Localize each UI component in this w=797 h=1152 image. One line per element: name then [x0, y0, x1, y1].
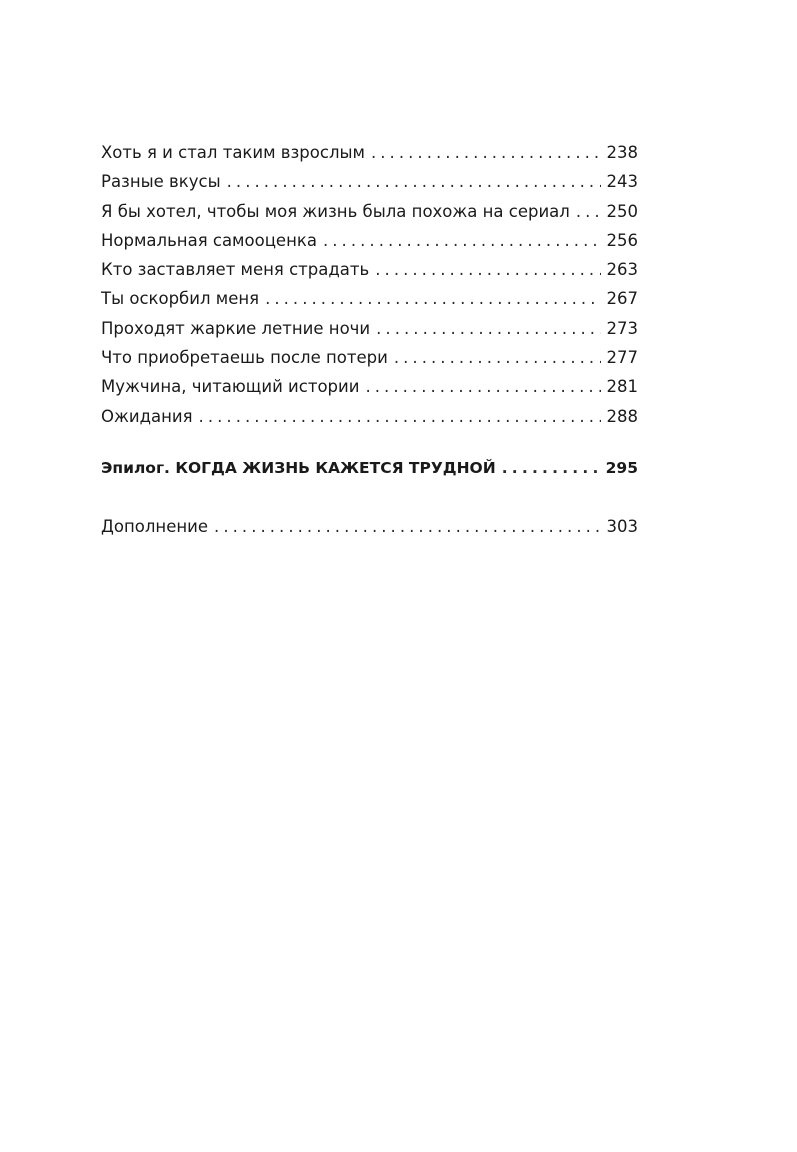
toc-entry-title: Ты оскорбил меня — [101, 289, 260, 309]
toc-entry-page: 277 — [606, 348, 638, 368]
toc-entry-title: Мужчина, читающий истории — [101, 377, 360, 397]
section-spacer — [101, 483, 638, 512]
toc-dot-leader — [376, 314, 600, 343]
toc-dot-leader — [265, 284, 600, 313]
toc-entry[interactable] — [101, 343, 638, 372]
toc-entry-page: 256 — [606, 230, 638, 250]
toc-epilogue-title: Эпилог. КОГДА ЖИЗНЬ КАЖЕТСЯ ТРУДНОЙ — [101, 458, 496, 477]
toc-dot-leader — [502, 454, 600, 483]
toc-entry-title: Разные вкусы — [101, 172, 221, 192]
toc-entry-appendix[interactable] — [101, 512, 638, 541]
toc-entry-page: 288 — [606, 406, 638, 426]
toc-dot-leader — [371, 138, 601, 167]
toc-entry[interactable] — [101, 372, 638, 401]
toc-entry[interactable] — [101, 138, 638, 167]
toc-dot-leader — [214, 512, 600, 541]
toc-entry[interactable] — [101, 167, 638, 196]
toc-entry-title: Ожидания — [101, 406, 193, 426]
toc-dot-leader — [227, 167, 601, 196]
toc-dot-leader — [576, 197, 601, 226]
toc-dot-leader — [365, 372, 600, 401]
toc-entry-page: 267 — [606, 289, 638, 309]
toc-epilogue-page: 295 — [605, 458, 638, 477]
toc-entry-title: Я бы хотел, чтобы моя жизнь была похожа на сериал — [101, 201, 570, 221]
toc-entry-page: 243 — [606, 172, 638, 192]
toc-entry[interactable] — [101, 197, 638, 226]
toc-entry-page: 250 — [606, 201, 638, 221]
toc-entry-title: Нормальная самооценка — [101, 230, 317, 250]
toc-dot-leader — [323, 226, 601, 255]
toc-appendix-page: 303 — [606, 517, 638, 537]
toc-entry-page: 263 — [606, 260, 638, 280]
toc-dot-leader — [199, 402, 601, 431]
toc-entry-page: 281 — [606, 377, 638, 397]
toc-entry-page: 273 — [606, 318, 638, 338]
toc-appendix-title: Дополнение — [101, 517, 209, 537]
toc-entry-title: Кто заставляет меня страдать — [101, 260, 370, 280]
toc-entry[interactable] — [101, 284, 638, 313]
toc-dot-leader — [394, 343, 601, 372]
toc-dot-leader — [375, 255, 600, 284]
toc-entry[interactable] — [101, 314, 638, 343]
toc-entry-title: Проходят жаркие летние ночи — [101, 318, 371, 338]
toc-entry-title: Что приобретаешь после потери — [101, 348, 388, 368]
section-spacer — [101, 431, 638, 454]
table-of-contents — [101, 138, 638, 542]
toc-entry[interactable] — [101, 255, 638, 284]
toc-entry-title: Хоть я и стал таким взрослым — [101, 143, 365, 162]
toc-entry[interactable] — [101, 226, 638, 255]
toc-entry[interactable] — [101, 402, 638, 431]
toc-entry-page: 238 — [606, 143, 638, 162]
toc-entry-epilogue[interactable] — [101, 454, 638, 483]
